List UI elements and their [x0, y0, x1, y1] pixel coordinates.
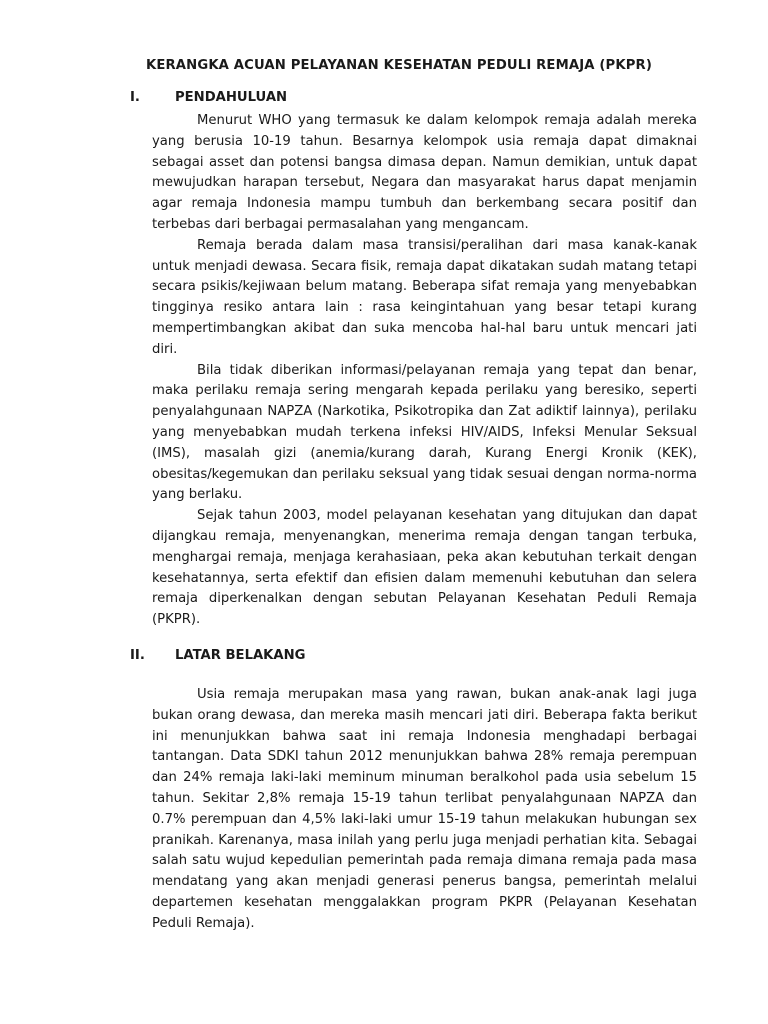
- section-number: II.: [130, 648, 145, 663]
- paragraph: Usia remaja merupakan masa yang rawan, bukan anak-anak lagi juga bukan orang dewasa, dan mereka masih mencari jati diri. Beberapa fakta berikut ini menunjukkan bahwa saat ini remaja Indonesia menghadapi berbagai tantangan. Data SDKI tahun 2012 menunjukkan bahwa 28% remaja perempuan dan 24% remaja laki-laki meminum minuman beralkohol pada usia sebelum 15 tahun. Sekitar 2,8% remaja 15-19 tahun terlibat penyalahgunaan NAPZA dan 0.7% perempuan dan 4,5% laki-laki umur 15-19 tahun melakukan hubungan sex pranikah. Karenanya, masa inilah yang perlu juga menjadi perhatian kita. Sebagai salah satu wujud kepedulian pemerintah pada remaja dimana remaja pada masa mendatang yang akan menjadi generasi penerus bangsa, pemerintah melalui departemen kesehatan menggalakkan program PKPR (Pelayanan Kesehatan Peduli Remaja).: [152, 687, 697, 931]
- section-title: LATAR BELAKANG: [175, 648, 306, 663]
- paragraph: Remaja berada dalam masa transisi/peralihan dari masa kanak-kanak untuk menjadi dewasa. Secara fisik, remaja dapat dikatakan sudah matang tetapi secara psikis/kejiwaan belum matang. Beberapa sifat remaja yang menyebabkan tingginya resiko antara lain : rasa keingintahuan yang besar tetapi kurang mempertimbangkan akibat dan suka mencoba hal-hal baru untuk mencari jati diri.: [152, 237, 697, 357]
- section-body: [0, 111, 768, 631]
- section-heading: [0, 648, 768, 668]
- paragraph: Bila tidak diberikan informasi/pelayanan remaja yang tepat dan benar, maka perilaku remaja sering mengarah kepada perilaku yang beresiko, seperti penyalahgunaan NAPZA (Narkotika, Psikotropika dan Zat adiktif lainnya), perilaku yang menyebabkan mudah terkena infeksi HIV/AIDS, Infeksi Menular Seksual (IMS), masalah gizi (anemia/kurang darah, Kurang Energi Kronik (KEK), obesitas/kegemukan dan perilaku seksual yang tidak sesuai dengan norma-norma yang berlaku.: [152, 362, 697, 503]
- section-latar-belakang: [0, 648, 768, 935]
- document-title: KERANGKA ACUAN PELAYANAN KESEHATAN PEDULI REMAJA (PKPR): [145, 58, 653, 73]
- section-heading: [0, 90, 768, 110]
- section-pendahuluan: [0, 90, 768, 631]
- section-number: I.: [130, 90, 140, 105]
- section-body: [0, 685, 768, 935]
- section-title: PENDAHULUAN: [175, 90, 288, 105]
- paragraph: Menurut WHO yang termasuk ke dalam kelompok remaja adalah mereka yang berusia 10-19 tahun. Besarnya kelompok usia remaja dapat dimaknai sebagai asset dan potensi bangsa dimasa depan. Namun demikian, untuk dapat mewujudkan harapan tersebut, Negara dan masyarakat harus dapat menjamin agar remaja Indonesia mampu tumbuh dan berkembang secara positif dan terbebas dari berbagai permasalahan yang mengancam.: [152, 113, 697, 232]
- paragraph: Sejak tahun 2003, model pelayanan kesehatan yang ditujukan dan dapat dijangkau remaja, menyenangkan, menerima remaja dengan tangan terbuka, menghargai remaja, menjaga kerahasiaan, peka akan kebutuhan terkait dengan kesehatannya, serta efektif dan efisien dalam memenuhi kebutuhan dan selera remaja diperkenalkan dengan sebutan Pelayanan Kesehatan Peduli Remaja (PKPR).: [152, 508, 697, 628]
